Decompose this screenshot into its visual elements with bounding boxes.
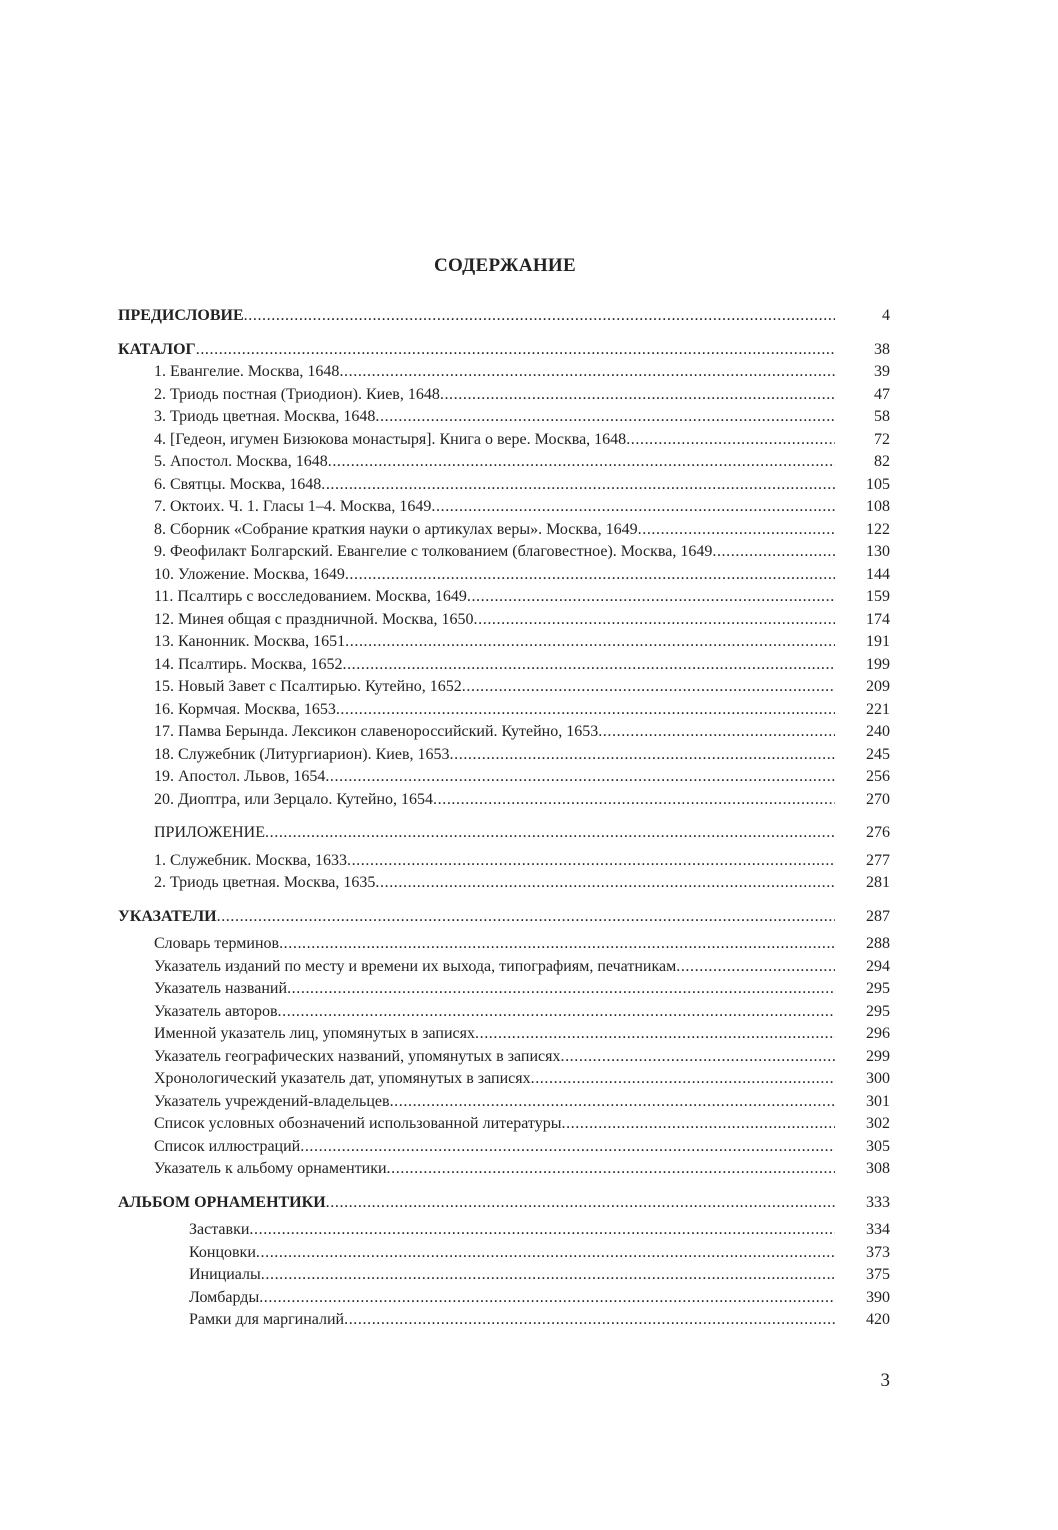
dot-leader [336,699,835,722]
toc-entry-page: 288 [866,935,890,952]
toc-entry-title: 18. Служебник (Литургиарион). Киев, 1653 [154,745,450,763]
toc-entry[interactable] [118,789,890,812]
toc-entry-title: 1. Служебник. Москва, 1633 [154,851,347,869]
toc-entry[interactable] [118,1068,890,1091]
toc-entry-title: 12. Минея общая с праздничной. Москва, 1650 [154,610,474,628]
toc-entry[interactable] [118,1046,890,1069]
toc-entry[interactable] [118,384,890,407]
toc-entry[interactable] [118,1309,890,1332]
toc-entry-page: 305 [866,1137,890,1155]
toc-entry[interactable] [118,1242,890,1265]
dot-leader [326,1192,835,1215]
toc-entry[interactable] [118,956,890,979]
toc-entry[interactable] [118,766,890,789]
dot-leader [345,631,835,654]
toc-entry-title: 1. Евангелие. Москва, 1648 [154,363,340,380]
toc-entry-title: 20. Диоптра, или Зерцало. Кутейно, 1654 [154,790,434,808]
toc-entry-title: Указатель учреждений-владельцев [154,1092,390,1110]
dot-leader [598,721,835,744]
toc-entry[interactable] [118,1001,890,1024]
toc-entry-title: 6. Святцы. Москва, 1648 [154,475,322,493]
toc-entry-page: 375 [866,1266,890,1283]
toc-entry[interactable] [118,1091,890,1114]
toc-entry-page: 108 [866,498,890,515]
toc-entry-title: ПРИЛОЖЕНИЕ [154,824,266,841]
album-list [118,1219,890,1332]
toc-heading-catalog[interactable] [118,339,890,362]
toc-entry-title: Указатель авторов [154,1002,278,1020]
toc-entry-page: 39 [874,363,890,380]
toc-entry[interactable] [118,978,890,1001]
dot-leader [626,429,835,452]
toc-entry-page: 295 [866,980,890,997]
toc-entry-title: 13. Канонник. Москва, 1651 [154,633,346,650]
toc-entry-page: 302 [866,1115,890,1132]
toc-entry-page: 299 [866,1047,890,1065]
toc-entry-title: Рамки для маргиналий [189,1311,345,1328]
dot-leader [287,978,835,1001]
toc-entry-page: 270 [866,790,890,808]
toc-entry-page: 144 [866,565,890,583]
dot-leader [474,609,835,632]
indexes-list [118,933,890,1181]
table-of-contents [118,305,890,1332]
toc-entry-page: 240 [866,723,890,740]
page-title: СОДЕРЖАНИЕ [434,255,576,276]
toc-entry[interactable] [118,872,890,895]
toc-entry-title: 5. Апостол. Москва, 1648 [154,453,328,470]
dot-leader [328,451,835,474]
toc-entry-title: Указатель изданий по месту и времени их выхода, типографиям, печатникам [154,957,677,975]
dot-leader [321,474,835,497]
toc-entry-page: 276 [866,824,890,841]
dot-leader [431,496,835,519]
toc-entry-page: 105 [866,475,890,493]
toc-entry-title: 16. Кормчая. Москва, 1653 [154,700,336,718]
toc-entry-page: 191 [866,633,890,650]
toc-entry-title: 11. Псалтирь с восследованием. Москва, 1649 [154,588,467,605]
dot-leader [249,1219,835,1242]
toc-entry-title: Ломбарды [189,1288,260,1306]
toc-entry-title: 2. Триодь цветная. Москва, 1635 [154,874,376,891]
toc-entry-title: Список условных обозначений использованной литературы [154,1115,562,1132]
dot-leader [342,654,835,677]
dot-leader [450,744,835,767]
dot-leader [475,1023,835,1046]
toc-entry-page: 174 [866,610,890,628]
toc-entry-page: 300 [866,1070,890,1087]
toc-entry[interactable] [118,850,890,873]
toc-entry-title: 19. Апостол. Львов, 1654 [154,768,326,785]
toc-entry-title: УКАЗАТЕЛИ [118,907,217,925]
toc-entry-title: 17. Памва Берында. Лексикон славенороссийский. Кутейно, 1653 [154,723,599,740]
toc-entry-page: 277 [866,851,890,869]
toc-entry-title: Именной указатель лиц, упомянутых в записях [154,1025,475,1042]
dot-leader [390,1091,835,1114]
toc-entry-page: 47 [874,385,890,403]
dot-leader [375,872,835,895]
toc-entry-title: Указатель к альбому орнаментики [154,1160,387,1177]
toc-entry-page: 159 [866,588,890,605]
dot-leader [347,850,835,873]
toc-entry[interactable] [118,406,890,429]
toc-entry[interactable] [118,1219,890,1242]
toc-entry-page: 245 [866,745,890,763]
toc-entry-title: 3. Триодь цветная. Москва, 1648 [154,408,376,425]
catalog-list [118,361,890,811]
toc-entry-title: Инициалы [189,1266,261,1283]
toc-entry[interactable] [118,474,890,497]
dot-leader [265,822,835,845]
toc-entry[interactable] [118,1158,890,1181]
dot-leader [561,1113,835,1136]
dot-leader [531,1068,835,1091]
toc-heading-appendix[interactable] [118,822,890,845]
toc-entry-page: 130 [866,543,890,560]
toc-entry-page: 295 [866,1002,890,1020]
dot-leader [217,906,835,929]
toc-entry-page: 333 [866,1193,890,1211]
toc-entry-page: 373 [866,1243,890,1261]
toc-entry-title: 8. Сборник «Собрание краткия науки о артикулах веры». Москва, 1649 [154,520,638,538]
toc-entry[interactable] [118,564,890,587]
toc-entry-page: 287 [866,907,890,925]
toc-entry[interactable] [118,451,890,474]
dot-leader [560,1046,835,1069]
toc-entry[interactable] [118,1023,890,1046]
dot-leader [462,676,835,699]
toc-entry[interactable] [118,1113,890,1136]
toc-entry-page: 72 [874,430,890,448]
toc-entry-page: 256 [866,768,890,785]
toc-entry[interactable] [118,699,890,722]
toc-entry-title: 7. Октоих. Ч. 1. Гласы 1–4. Москва, 1649 [154,498,432,515]
toc-entry-page: 58 [874,408,890,425]
toc-entry[interactable] [118,1287,890,1310]
toc-entry-title: Заставки [189,1221,250,1238]
toc-entry[interactable] [118,744,890,767]
toc-heading-indexes[interactable] [118,906,890,929]
toc-entry[interactable] [118,721,890,744]
dot-leader [638,519,835,542]
toc-entry-page: 308 [866,1160,890,1177]
toc-entry[interactable] [118,519,890,542]
toc-entry-page: 209 [866,678,890,695]
dot-leader [440,384,835,407]
dot-leader [325,766,835,789]
dot-leader [278,1001,835,1024]
toc-entry-page: 281 [866,874,890,891]
dot-leader [467,586,835,609]
dot-leader [339,361,835,384]
toc-entry[interactable] [118,361,890,384]
toc-entry-title: 9. Феофилакт Болгарский. Евангелие с толкованием (благовестное). Москва, 1649 [154,543,713,560]
dot-leader [196,339,835,362]
toc-entry-title: Указатель географических названий, упомянутых в записях [154,1047,561,1065]
toc-entry-title: 10. Уложение. Москва, 1649 [154,565,345,583]
toc-heading-preface[interactable] [118,305,890,328]
toc-entry[interactable] [118,631,890,654]
toc-entry-title: ПРЕДИСЛОВИЕ [118,307,244,324]
toc-entry[interactable] [118,933,890,956]
toc-entry[interactable] [118,1136,890,1159]
toc-entry-page: 301 [866,1092,890,1110]
toc-entry-page: 420 [866,1311,890,1328]
toc-heading-album[interactable] [118,1192,890,1215]
toc-entry-page: 199 [866,655,890,673]
toc-entry-title: Указатель названий [154,980,288,997]
toc-entry-page: 122 [866,520,890,538]
dot-leader [256,1242,835,1265]
dot-leader [279,933,835,956]
toc-entry-title: АЛЬБОМ ОРНАМЕНТИКИ [118,1193,326,1211]
dot-leader [244,305,835,328]
toc-entry-page: 82 [874,453,890,470]
dot-leader [375,406,835,429]
toc-entry[interactable] [118,541,890,564]
toc-entry-page: 4 [882,307,890,324]
toc-entry-title: КАТАЛОГ [118,340,196,358]
toc-entry-title: Словарь терминов [154,935,280,952]
toc-entry-page: 390 [866,1288,890,1306]
dot-leader [676,956,835,979]
dot-leader [344,1309,835,1332]
toc-entry-page: 296 [866,1025,890,1042]
toc-entry[interactable] [118,1264,890,1287]
toc-entry[interactable] [118,496,890,519]
toc-entry[interactable] [118,654,890,677]
toc-entry[interactable] [118,586,890,609]
toc-entry-title: 4. [Гедеон, игумен Бизюкова монастыря]. Книга о вере. Москва, 1648 [154,430,627,448]
toc-entry-title: 15. Новый Завет с Псалтирью. Кутейно, 1652 [154,678,462,695]
page-number: 3 [880,1370,890,1391]
toc-entry-page: 221 [866,700,890,718]
dot-leader [712,541,835,564]
toc-entry-title: 2. Триодь постная (Триодион). Киев, 1648 [154,385,440,403]
toc-entry-title: Хронологический указатель дат, упомянутых в записях [154,1070,531,1087]
dot-leader [259,1287,835,1310]
toc-entry-page: 294 [866,957,890,975]
toc-entry-page: 334 [866,1221,890,1238]
toc-entry-title: Концовки [189,1243,256,1261]
dot-leader [261,1264,835,1287]
dot-leader [433,789,835,812]
toc-entry[interactable] [118,676,890,699]
appendix-list [118,850,890,895]
toc-entry-title: 14. Псалтирь. Москва, 1652 [154,655,343,673]
toc-entry[interactable] [118,429,890,452]
toc-entry[interactable] [118,609,890,632]
dot-leader [387,1158,835,1181]
toc-entry-page: 38 [874,340,890,358]
dot-leader [300,1136,835,1159]
toc-entry-title: Список иллюстраций [154,1137,301,1155]
dot-leader [345,564,835,587]
